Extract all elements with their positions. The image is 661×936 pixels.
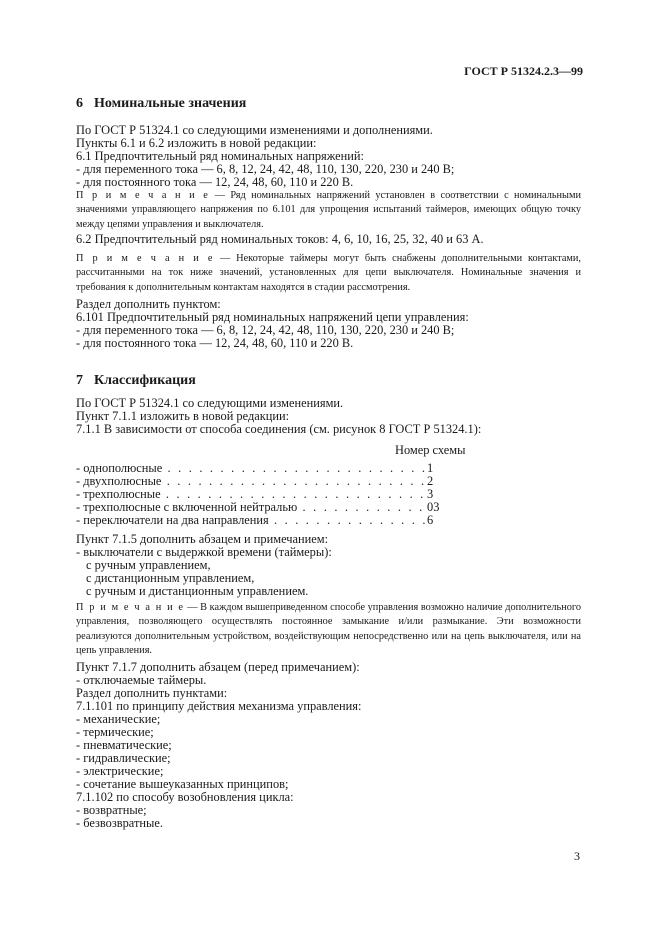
note-text: — Некоторые таймеры могут быть снабжены дополнительными контактами, рассчитанными на ток ниже значений, установленных для цепи выключателя. Номинальные значения и требования к дополнительным контактам находятся в стадии рассмотрения. — [76, 253, 581, 293]
list-item: - сочетание вышеуказанных принципов; — [76, 777, 289, 791]
page-number: 3 — [574, 849, 580, 863]
note-text: — Ряд номинальных напряжений установлен в соответствии с номинальными значениями управляющего напряжения по 6.101 для упрощения испытаний таймеров, имеющих общую точку между цепями управления и выключателя. — [76, 190, 581, 230]
standard-header: ГОСТ Р 51324.2.3—99 — [464, 64, 583, 78]
list-item: - отключаемые таймеры. — [76, 673, 207, 687]
list-item: - для постоянного тока — 12, 24, 48, 60, 110 и 220 В. — [76, 336, 354, 350]
note-label: П р и м е ч а н и е — [76, 253, 215, 264]
note-label: П р и м е ч а н и е — [76, 190, 210, 201]
list-item: - для постоянного тока — 12, 24, 48, 60, 110 и 220 В. — [76, 175, 354, 189]
list-subitem: с дистанционным управлением, — [86, 571, 255, 585]
text-line: По ГОСТ Р 51324.1 со следующими изменениями и дополнениями. — [76, 123, 433, 137]
note-text: — В каждом вышеприведенном способе управления возможно наличие дополнительного управления, позволяющего осуществлять постоянное замыкание и/или размыкание. Эти возможности реализуются дополнительным устройством, воздействующим непосредственно или на цепь выключателя, или на цепь управления. — [76, 602, 581, 657]
scheme-row-label: - однополюсные . . . — [76, 462, 431, 475]
scheme-row-number: 3 — [427, 487, 434, 501]
text-line: Пункты 6.1 и 6.2 изложить в новой редакции: — [76, 136, 317, 150]
text-line: Пункт 7.1.7 дополнить абзацем (перед примечанием): — [76, 660, 360, 674]
scheme-row-number: 1 — [427, 461, 434, 475]
scheme-number-header: Номер схемы — [395, 443, 466, 457]
section-7-heading — [76, 373, 196, 389]
list-subitem: с ручным и дистанционным управлением. — [86, 584, 309, 598]
note-label: П р и м е ч а н и е — [76, 602, 185, 613]
text-line: Раздел дополнить пунктом: — [76, 297, 221, 311]
list-item: - пневматические; — [76, 738, 172, 752]
list-item: - возвратные; — [76, 803, 147, 817]
list-item: - выключатели с выдержкой времени (таймеры): — [76, 545, 332, 559]
section-6-number: 6 — [76, 96, 83, 111]
text-line: Раздел дополнить пунктами: — [76, 686, 228, 700]
scheme-row-number: 03 — [427, 500, 440, 514]
scheme-row-label: - двухполюсные . . . — [76, 475, 431, 488]
text-line: 7.1.101 по принципу действия механизма управления: — [76, 699, 362, 713]
note-control-methods — [76, 601, 581, 659]
scheme-row-label: - трехполюсные . . . — [76, 488, 431, 501]
list-subitem: с ручным управлением, — [86, 558, 211, 572]
text-line: Пункт 7.1.1 изложить в новой редакции: — [76, 409, 290, 423]
text-line: 7.1.1 В зависимости от способа соединения (см. рисунок 8 ГОСТ Р 51324.1): — [76, 422, 482, 436]
section-6-heading — [76, 96, 246, 112]
scheme-row-number: 6 — [427, 513, 434, 527]
section-7-number: 7 — [76, 373, 83, 388]
list-item: - электрические; — [76, 764, 164, 778]
list-item: - для переменного тока — 6, 8, 12, 24, 42, 48, 110, 130, 220, 230 и 240 В; — [76, 323, 455, 337]
note-auxiliary-contacts — [76, 252, 581, 295]
list-item: - термические; — [76, 725, 154, 739]
scheme-row-label: - переключатели на два направления . . . — [76, 514, 431, 527]
section-6-title: Номинальные значения — [94, 96, 247, 111]
text-line: По ГОСТ Р 51324.1 со следующими изменениями. — [76, 396, 344, 410]
scheme-row-label: - трехполюсные с включенной нейтралью . . . — [76, 501, 431, 514]
text-line: Пункт 7.1.5 дополнить абзацем и примечанием: — [76, 532, 329, 546]
text-line: 6.101 Предпочтительный ряд номинальных напряжений цепи управления: — [76, 310, 469, 324]
list-item: - для переменного тока — 6, 8, 12, 24, 42, 48, 110, 130, 220, 230 и 240 В; — [76, 162, 455, 176]
list-item: - безвозвратные. — [76, 816, 163, 830]
section-7-title: Классификация — [94, 373, 196, 388]
list-item: - гидравлические; — [76, 751, 171, 765]
text-line: 7.1.102 по способу возобновления цикла: — [76, 790, 294, 804]
list-item: - механические; — [76, 712, 161, 726]
scheme-row-number: 2 — [427, 474, 434, 488]
text-line: 6.2 Предпочтительный ряд номинальных токов: 4, 6, 10, 16, 25, 32, 40 и 63 А. — [76, 232, 484, 246]
note-rated-voltages — [76, 189, 581, 232]
text-line: 6.1 Предпочтительный ряд номинальных напряжений: — [76, 149, 364, 163]
